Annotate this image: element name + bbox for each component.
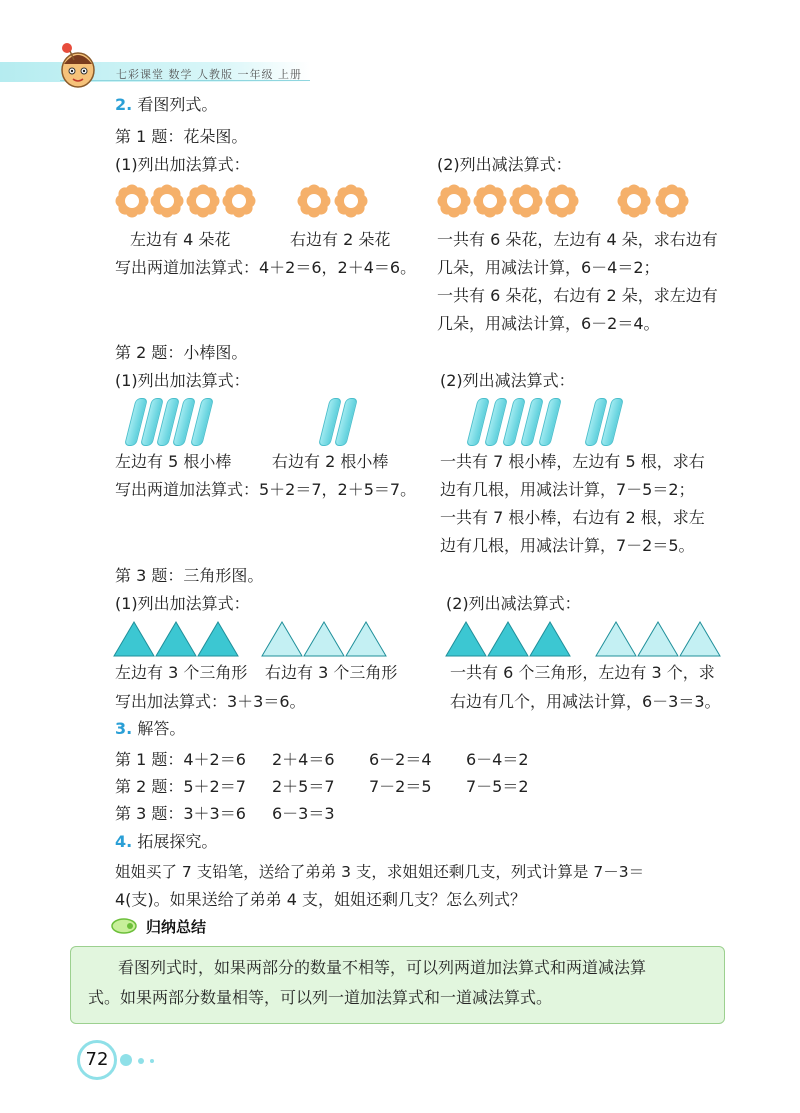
answer-cell: 第 3 题：3＋3＝6 (115, 804, 246, 823)
q1-add-formula: 写出两道加法算式：4＋2＝6，2＋4＝6。 (115, 258, 417, 277)
section-number: 4. (115, 832, 133, 851)
answer-cell: 6－2＝4 (369, 750, 432, 769)
q1-sub-line: 几朵，用减法计算，6－4＝2； (437, 258, 660, 277)
triangle-light (596, 622, 636, 656)
answer-cell: 第 1 题：4＋2＝6 (115, 750, 246, 769)
triangle-dark (488, 622, 528, 656)
flower-icon (150, 184, 184, 218)
section-title: 拓展探究。 (137, 832, 218, 851)
answer-cell: 第 2 题：5＋2＝7 (115, 777, 246, 796)
q1-left-caption: 左边有 4 朵花 (130, 230, 231, 249)
extension-line: 4(支)。如果送给了弟弟 4 支，姐姐还剩几支？怎么列式？ (115, 890, 527, 909)
mascot-icon (54, 38, 104, 90)
flower-icon (297, 184, 331, 218)
q2-add-formula: 写出两道加法算式：5＋2＝7，2＋5＝7。 (115, 480, 417, 499)
flower-icon (655, 184, 689, 218)
answer-cell: 6－4＝2 (466, 750, 529, 769)
summary-line: 式。如果两部分数量相等，可以列一道加法算式和一道减法算式。 (88, 988, 553, 1007)
triangle-dark (446, 622, 486, 656)
q1-add-label: (1)列出加法算式： (115, 155, 250, 174)
triangle-light (346, 622, 386, 656)
triangle-dark (156, 622, 196, 656)
section-title: 解答。 (137, 719, 186, 738)
q2-title: 第 2 题：小棒图。 (115, 343, 248, 362)
extension-line: 姐姐买了 7 支铅笔，送给了弟弟 3 支，求姐姐还剩几支，列式计算是 7－3＝ (115, 863, 645, 881)
triangle-light (304, 622, 344, 656)
triangle-dark (114, 622, 154, 656)
q2-sub-line: 边有几根，用减法计算，7－5＝2； (440, 480, 695, 499)
q3-add-label: (1)列出加法算式： (115, 594, 250, 613)
flower-icon (115, 184, 149, 218)
q2-right-caption: 右边有 2 根小棒 (272, 452, 389, 471)
section-number: 2. (115, 95, 133, 114)
triangle-light (680, 622, 720, 656)
q2-sub-line: 边有几根，用减法计算，7－2＝5。 (440, 536, 695, 555)
header-title: 七彩课堂 数学 人教版 一年级 上册 (116, 68, 302, 81)
q2-sub-line: 一共有 7 根小棒，左边有 5 根，求右 (440, 452, 705, 471)
q1-right-caption: 右边有 2 朵花 (290, 230, 391, 249)
triangle-groups (110, 620, 730, 660)
summary-line: 看图列式时，如果两部分的数量不相等，可以列两道加法算式和两道减法算 (118, 958, 647, 977)
flower-icon (617, 184, 651, 218)
triangle-dark (198, 622, 238, 656)
flower-icon (186, 184, 220, 218)
section-title: 看图列式。 (137, 95, 218, 114)
q2-sub-label: (2)列出减法算式： (440, 371, 575, 390)
summary-tag-icon (110, 916, 142, 936)
section-number: 3. (115, 719, 133, 738)
section-3-heading (115, 719, 185, 739)
q1-sub-line: 一共有 6 朵花，左边有 4 朵，求右边有 (437, 230, 718, 249)
triangle-light (638, 622, 678, 656)
q1-sub-line: 几朵，用减法计算，6－2＝4。 (437, 314, 660, 333)
q2-sub-line: 一共有 7 根小棒，右边有 2 根，求左 (440, 508, 705, 527)
q1-sub-line: 一共有 6 朵花，右边有 2 朵，求左边有 (437, 286, 718, 305)
section-4-heading (115, 832, 217, 852)
answer-cell: 2＋5＝7 (272, 777, 335, 796)
q1-title: 第 1 题：花朵图。 (115, 127, 248, 146)
flower-icon (437, 184, 471, 218)
answer-cell: 6－3＝3 (272, 804, 335, 823)
page-number: 72 (77, 1040, 117, 1080)
q3-sub-label: (2)列出减法算式： (446, 594, 581, 613)
q3-title: 第 3 题：三角形图。 (115, 566, 264, 585)
flower-icon (334, 184, 368, 218)
decor-dot (120, 1054, 132, 1066)
q3-left-caption: 左边有 3 个三角形 (115, 663, 248, 682)
summary-title: 归纳总结 (146, 918, 207, 936)
q3-sub-line: 右边有几个，用减法计算，6－3＝3。 (450, 692, 721, 711)
triangle-dark (530, 622, 570, 656)
answer-cell: 7－5＝2 (466, 777, 529, 796)
flower-icon (509, 184, 543, 218)
section-2-heading (115, 95, 217, 115)
q3-right-caption: 右边有 3 个三角形 (265, 663, 398, 682)
flower-icon (545, 184, 579, 218)
answer-cell: 2＋4＝6 (272, 750, 335, 769)
decor-dot (150, 1059, 154, 1063)
q3-add-formula: 写出加法算式：3＋3＝6。 (115, 692, 306, 711)
flower-icon (222, 184, 256, 218)
q2-add-label: (1)列出加法算式： (115, 371, 250, 390)
q2-left-caption: 左边有 5 根小棒 (115, 452, 232, 471)
flower-icon (473, 184, 507, 218)
q1-sub-label: (2)列出减法算式： (437, 155, 572, 174)
decor-dot (138, 1058, 144, 1064)
q3-sub-line: 一共有 6 个三角形，左边有 3 个，求 (450, 663, 715, 682)
answer-cell: 7－2＝5 (369, 777, 432, 796)
triangle-light (262, 622, 302, 656)
